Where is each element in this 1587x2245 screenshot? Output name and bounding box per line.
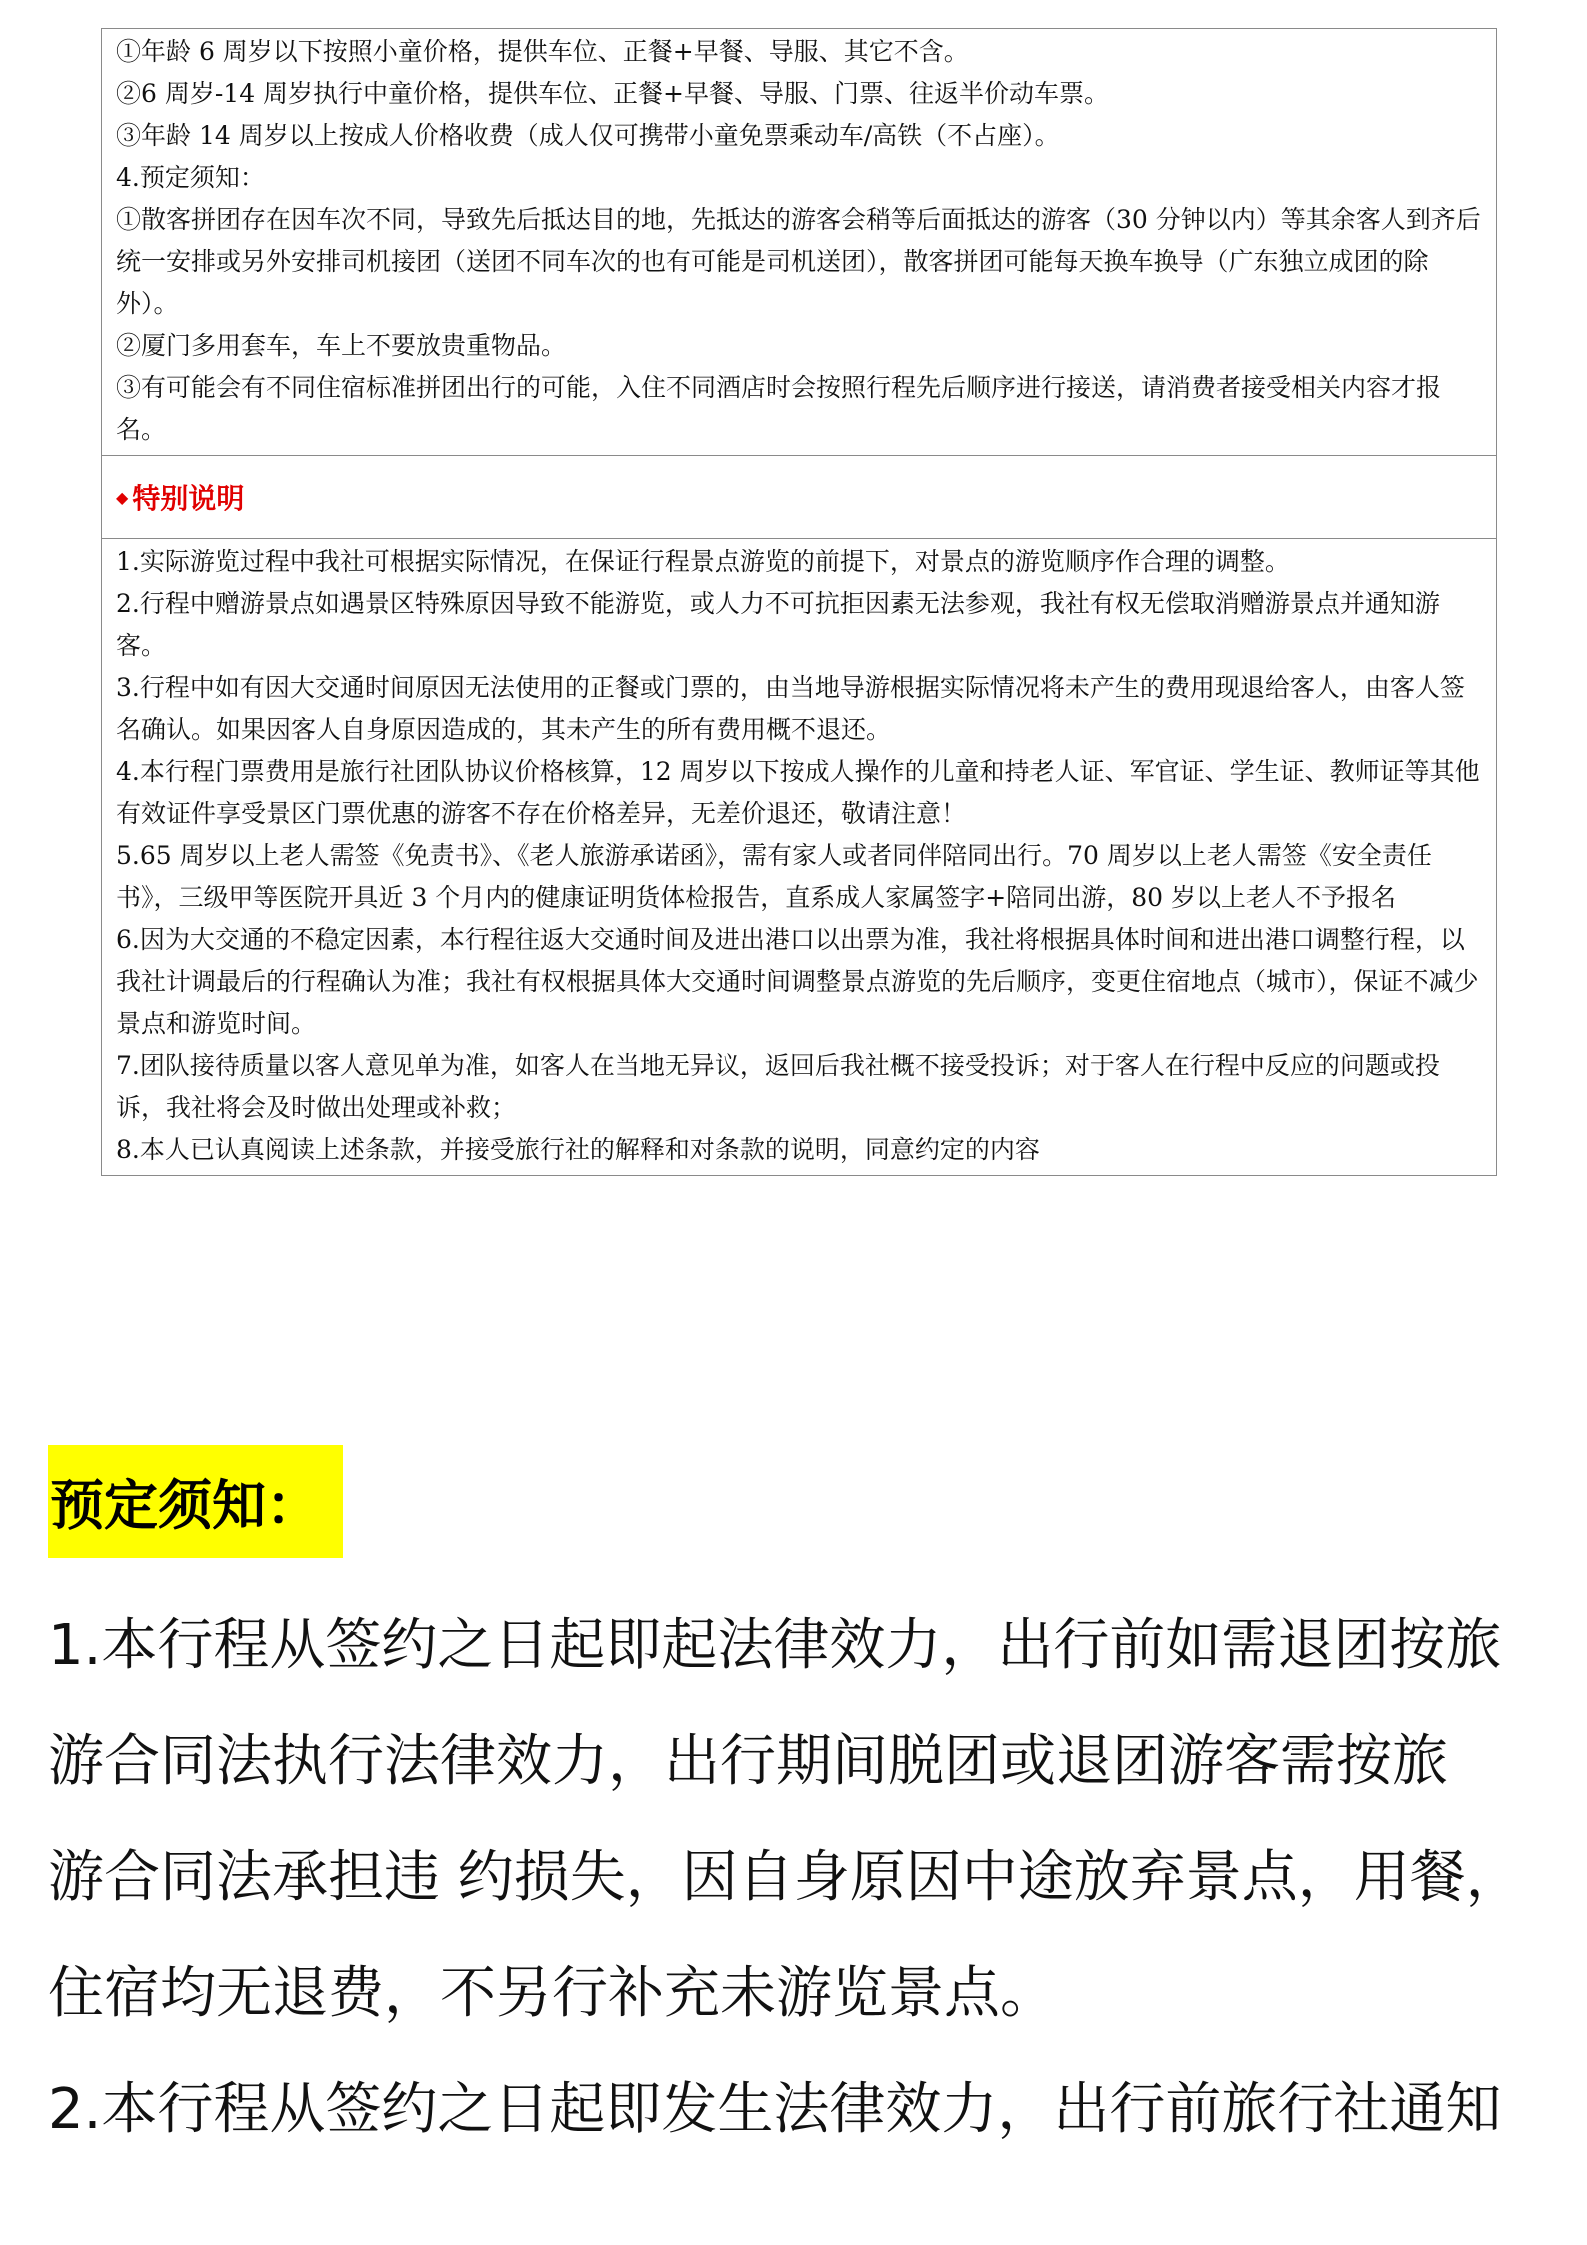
text-line: 4.预定须知： bbox=[116, 163, 265, 192]
diamond-icon: ◆ bbox=[116, 487, 129, 507]
special-item: 7.团队接待质量以客人意见单为准，如客人在当地无异议，返回后我社概不接受投诉；对于客人在行程中反应的问题或投诉，我社将会及时做出处理或补救； bbox=[116, 1051, 1440, 1122]
price-and-booking-cell bbox=[102, 29, 1496, 455]
special-item: 4.本行程门票费用是旅行社团队协议价格核算，12 周岁以下按成人操作的儿童和持老人证、军官证、学生证、教师证等其他有效证件享受景区门票优惠的游客不存在价格差异，无差价退还，敬请注意！ bbox=[116, 757, 1480, 828]
text-line: ③有可能会有不同住宿标准拼团出行的可能，入住不同酒店时会按照行程先后顺序进行接送，请消费者接受相关内容才报名。 bbox=[116, 373, 1442, 444]
text-line: ①散客拼团存在因车次不同，导致先后抵达目的地，先抵达的游客会稍等后面抵达的游客（30 分钟以内）等其余客人到齐后统一安排或另外安排司机接团（送团不同车次的也有可能是司机送团），散客拼团可能每天换车换导（广东独立成团的除外）。 bbox=[116, 205, 1481, 318]
notice-line: 1.本行程从签约之日起即起法律效力，出行前如需退团按旅 bbox=[48, 1613, 1502, 1678]
text-line: ②6 周岁-14 周岁执行中童价格，提供车位、正餐+早餐、导服、门票、往返半价动车票。 bbox=[116, 79, 1110, 108]
notice-line: 游合同法执行法律效力，出行期间脱团或退团游客需按旅 bbox=[48, 1729, 1448, 1794]
special-item: 6.因为大交通的不稳定因素，本行程往返大交通时间及进出港口以出票为准，我社将根据具体时间和进出港口调整行程，以我社计调最后的行程确认为准；我社有权根据具体大交通时间调整景点游览的先后顺序，变更住宿地点（城市），保证不减少景点和游览时间。 bbox=[116, 925, 1479, 1038]
special-heading-row bbox=[102, 455, 1496, 539]
special-heading: 特别说明 bbox=[132, 482, 245, 515]
notice-line: 游合同法承担违 约损失，因自身原因中途放弃景点，用餐， bbox=[48, 1845, 1522, 1910]
terms-table bbox=[101, 28, 1497, 1176]
notice-body bbox=[48, 1588, 1558, 2168]
special-item: 5.65 周岁以上老人需签《免责书》、《老人旅游承诺函》，需有家人或者同伴陪同出行。70 周岁以上老人需签《安全责任书》，三级甲等医院开具近 3 个月内的健康证明货体检报告，直系成人家属签字+陪同出游，80 岁以上老人不予报名 bbox=[116, 841, 1432, 912]
notice-title: 预定须知： bbox=[48, 1445, 343, 1558]
text-line: ③年龄 14 周岁以上按成人价格收费（成人仅可携带小童免票乘动车/高铁（不占座）。 bbox=[116, 121, 1060, 150]
special-item: 2.行程中赠游景点如遇景区特殊原因导致不能游览，或人力不可抗拒因素无法参观，我社有权无偿取消赠游景点并通知游客。 bbox=[116, 589, 1440, 660]
special-item: 3.行程中如有因大交通时间原因无法使用的正餐或门票的，由当地导游根据实际情况将未产生的费用现退给客人，由客人签名确认。如果因客人自身原因造成的，其未产生的所有费用概不退还。 bbox=[116, 673, 1465, 744]
special-item: 1.实际游览过程中我社可根据实际情况，在保证行程景点游览的前提下，对景点的游览顺序作合理的调整。 bbox=[116, 547, 1290, 576]
text-line: ①年龄 6 周岁以下按照小童价格，提供车位、正餐+早餐、导服、其它不含。 bbox=[116, 37, 969, 66]
text-line: ②厦门多用套车，车上不要放贵重物品。 bbox=[116, 331, 567, 360]
notice-line: 住宿均无退费，不另行补充未游览景点。 bbox=[48, 1961, 1056, 2026]
special-notes-cell bbox=[102, 539, 1496, 1175]
notice-line: 2.本行程从签约之日起即发生法律效力，出行前旅行社通知 bbox=[48, 2077, 1502, 2142]
special-item: 8.本人已认真阅读上述条款，并接受旅行社的解释和对条款的说明，同意约定的内容 bbox=[116, 1135, 1040, 1164]
